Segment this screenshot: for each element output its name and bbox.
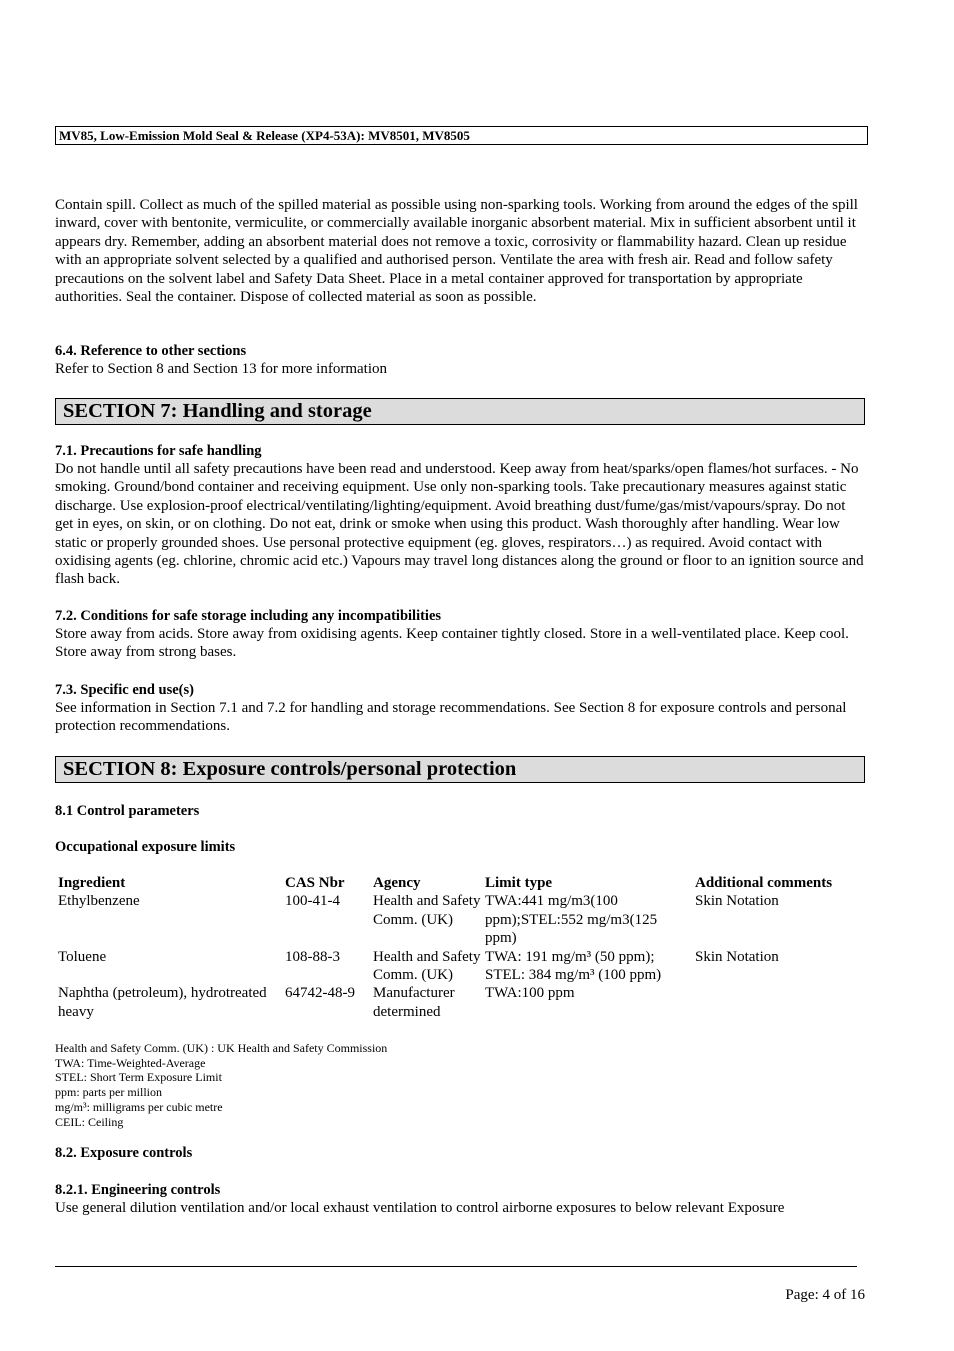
cas-cell: 64742-48-9 bbox=[285, 985, 355, 1002]
table-row bbox=[55, 984, 865, 1021]
heading-8-1: 8.1 Control parameters bbox=[55, 803, 200, 819]
ingredient-cell: Ethylbenzene bbox=[58, 893, 140, 910]
agency-cell: Health and Safety Comm. (UK) bbox=[373, 893, 481, 928]
abbreviation-legend bbox=[55, 1041, 387, 1129]
agency-cell: Manufacturer determined bbox=[373, 985, 455, 1020]
heading-occupational-exposure-limits: Occupational exposure limits bbox=[55, 839, 236, 855]
column-header: Additional comments bbox=[695, 875, 833, 891]
text-7-3: See information in Section 7.1 and 7.2 for handling and storage recommendations. See Section 8 for exposure controls and personal protection recommendations. bbox=[55, 700, 847, 735]
legend-item: STEL: Short Term Exposure Limit bbox=[55, 1070, 222, 1085]
heading-6-4: 6.4. Reference to other sections bbox=[55, 343, 247, 359]
text-7-2: Store away from acids. Store away from oxidising agents. Keep container tightly closed. Store in a well-ventilated place. Keep cool. Store away from strong bases. bbox=[55, 626, 849, 661]
text-8-2-1: Use general dilution ventilation and/or local exhaust ventilation to control airborne exposures to below relevant Exposure bbox=[55, 1200, 785, 1216]
footer-divider bbox=[55, 1266, 857, 1267]
legend-item: CEIL: Ceiling bbox=[55, 1114, 124, 1129]
heading-8-2: 8.2. Exposure controls bbox=[55, 1145, 193, 1161]
table-header-row bbox=[55, 874, 865, 892]
legend-item: TWA: Time-Weighted-Average bbox=[55, 1055, 206, 1070]
heading-8-2-1: 8.2.1. Engineering controls bbox=[55, 1182, 221, 1198]
column-header: CAS Nbr bbox=[285, 875, 345, 891]
column-header: Ingredient bbox=[58, 875, 126, 891]
text-6-4: Refer to Section 8 and Section 13 for more information bbox=[55, 361, 387, 377]
page-number: Page: 4 of 16 bbox=[785, 1287, 865, 1303]
exposure-limits-table bbox=[55, 874, 865, 1021]
table-row bbox=[55, 948, 865, 985]
text-7-1: Do not handle until all safety precautions have been read and understood. Keep away from heat/sparks/open flames/hot surfaces. - No smoking. Ground/bond container and receiving equipment. Use only non-sparking tools. Take precautionary measures against static discharge. Use explosion-proof electrical/ventilating/lighting/equipment. Avoid breathing dust/fume/gas/mist/vapours/spray. Do not get in eyes, on skin, or on clothing. Do not eat, drink or smoke when using this product. Wash thoroughly after handling. Wear low static or properly grounded shoes. Use personal protective equipment (eg. gloves, respirators…) as required. Avoid contact with oxidising agents (eg. chlorine, chromic acid etc.) Vapours may travel long distances along the ground or floor to an ignition source and flash back. bbox=[55, 461, 864, 588]
product-header: MV85, Low-Emission Mold Seal & Release (XP4-53A): MV8501, MV8505 bbox=[55, 126, 868, 145]
heading-7-3: 7.3. Specific end use(s) bbox=[55, 682, 194, 698]
spill-cleanup-text: Contain spill. Collect as much of the spilled material as possible using non-sparking tools. Working from around the edges of the spill inward, cover with bentonite, vermiculite, or commercially available inorganic absorbent material. Mix in sufficient absorbent until it appears dry. Remember, adding an absorbent material does not remove a toxic, corrosivity or flammability hazard. Clean up residue with an appropriate solvent selected by a qualified and authorised person. Ventilate the area with fresh air. Read and follow safety precautions on the solvent label and Safety Data Sheet. Place in a metal container approved for transportation by appropriate authorities. Seal the container. Dispose of collected material as soon as possible. bbox=[55, 197, 858, 306]
ingredient-cell: Naphtha (petroleum), hydrotreated heavy bbox=[58, 985, 267, 1020]
section-8-title: SECTION 8: Exposure controls/personal protection bbox=[55, 756, 865, 783]
section-7-title: SECTION 7: Handling and storage bbox=[55, 398, 865, 425]
legend-item: Health and Safety Comm. (UK) : UK Health and Safety Commission bbox=[55, 1041, 388, 1055]
limit-cell: TWA:441 mg/m3(100 ppm);STEL:552 mg/m3(125 ppm) bbox=[485, 893, 658, 947]
cas-cell: 108-88-3 bbox=[285, 948, 340, 965]
limit-cell: TWA:100 ppm bbox=[485, 985, 575, 1002]
legend-item: ppm: parts per million bbox=[55, 1085, 162, 1100]
ingredient-cell: Toluene bbox=[58, 948, 107, 965]
column-header: Limit type bbox=[485, 875, 553, 891]
heading-7-2: 7.2. Conditions for safe storage including any incompatibilities bbox=[55, 608, 442, 624]
heading-7-1: 7.1. Precautions for safe handling bbox=[55, 443, 262, 459]
cas-cell: 100-41-4 bbox=[285, 893, 340, 910]
limit-cell: TWA: 191 mg/m³ (50 ppm); STEL: 384 mg/m³ (100 ppm) bbox=[485, 948, 662, 984]
column-header: Agency bbox=[373, 875, 421, 891]
agency-cell: Health and Safety Comm. (UK) bbox=[373, 948, 481, 984]
legend-item: mg/m³: milligrams per cubic metre bbox=[55, 1099, 223, 1114]
table-row bbox=[55, 892, 865, 947]
comments-cell: Skin Notation bbox=[695, 893, 779, 910]
comments-cell bbox=[692, 984, 865, 1021]
comments-cell: Skin Notation bbox=[695, 948, 779, 965]
